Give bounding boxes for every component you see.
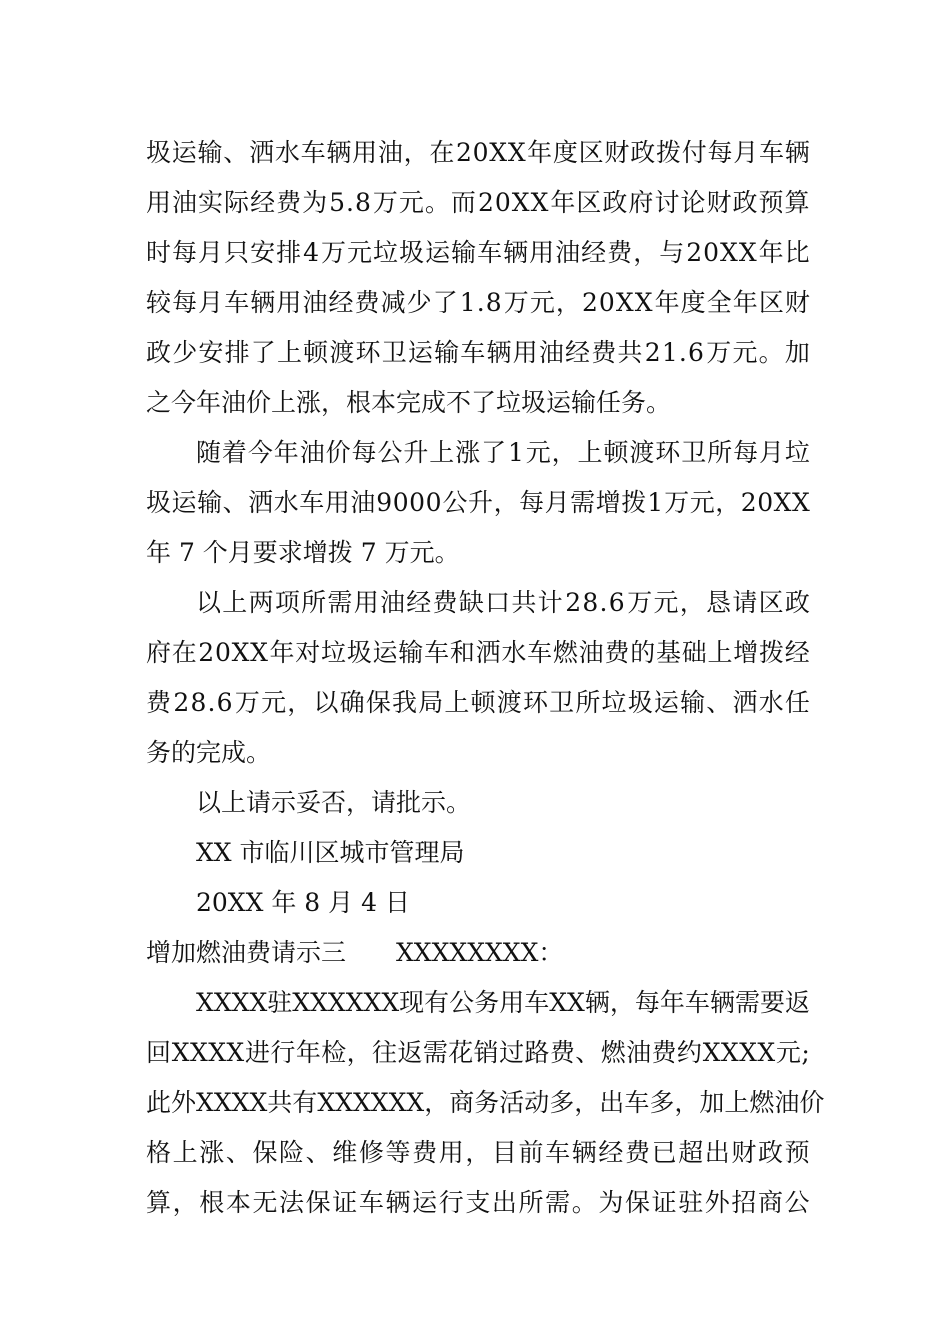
text-line: 圾 运 输 、 洒 水 车 辆 用 油 ， 在 2 0 X X 年 度 区 财 政 拨 付 每 月 车 辆 [146,138,810,167]
text-line: 费 2 8 . 6 万 元 ， 以 确 保 我 局 上 顿 渡 环 卫 所 垃 圾 运 输 、 洒 水 任 [146,688,810,717]
text-line: 府 在 2 0 X X 年 对 垃 圾 运 输 车 和 洒 水 车 燃 油 费 的 基 础 上 增 拨 经 [146,638,810,667]
text-line: 圾 运 输 、 洒 水 车 用 油 9 0 0 0 公 升 ， 每 月 需 增 拨 1 万 元 ， 2 0 X X [146,488,810,517]
closing-request-line: 以上请示妥否，请批示。 [196,788,472,817]
text-line: 算 ， 根 本 无 法 保 证 车 辆 运 行 支 出 所 需 。 为 保 证 驻 外 招 商 公 [146,1188,810,1217]
text-line: 之今年油价上涨，根本完成不了垃圾运输任务。 [146,388,672,417]
signature-organization: XX 市临川区城市管理局 [196,838,465,867]
text-line: 回 X X X X 进 行 年 检 ， 往 返 需 花 销 过 路 费 、 燃 油 费 约 X X X X 元 ; [146,1038,810,1067]
text-line: 用 油 实 际 经 费 为 5 . 8 万 元 。 而 2 0 X X 年 区 政 府 讨 论 财 政 预 算 [146,188,810,217]
paragraph-start-line: 以 上 两 项 所 需 用 油 经 费 缺 口 共 计 2 8 . 6 万 元 ， 恳 请 区 政 [196,588,810,617]
text-line: 时 每 月 只 安 排 4 万 元 垃 圾 运 输 车 辆 用 油 经 费 ， 与 2 0 X X 年 比 [146,238,810,267]
paragraph-start-line: 随 着 今 年 油 价 每 公 升 上 涨 了 1 元 ， 上 顿 渡 环 卫 所 每 月 垃 [196,438,810,467]
text-line: 此 外 X X X X 共 有 X X X X X X ， 商 务 活 动 多 ， 出 车 多 ， 加 上 燃 油 价 [146,1088,825,1117]
section-heading: 增加燃油费请示三 XXXXXXXX： [146,938,564,967]
signature-date: 20XX 年 8 月 4 日 [196,888,410,917]
text-line: 务的完成。 [146,738,272,767]
text-line: 格 上 涨 、 保 险 、 维 修 等 费 用 ， 目 前 车 辆 经 费 已 超 出 财 政 预 [146,1138,810,1167]
text-line: 较 每 月 车 辆 用 油 经 费 减 少 了 1 . 8 万 元 ， 2 0 X X 年 度 全 年 区 财 [146,288,810,317]
text-line: 年 7 个月要求增拨 7 万元。 [146,538,460,567]
text-line: 政 少 安 排 了 上 顿 渡 环 卫 运 输 车 辆 用 油 经 费 共 2 1 . 6 万 元 。 加 [146,338,810,367]
paragraph-start-line: X X X X 驻 X X X X X X 现 有 公 务 用 车 X X 辆 ， 每 年 车 辆 需 要 返 [196,988,810,1017]
